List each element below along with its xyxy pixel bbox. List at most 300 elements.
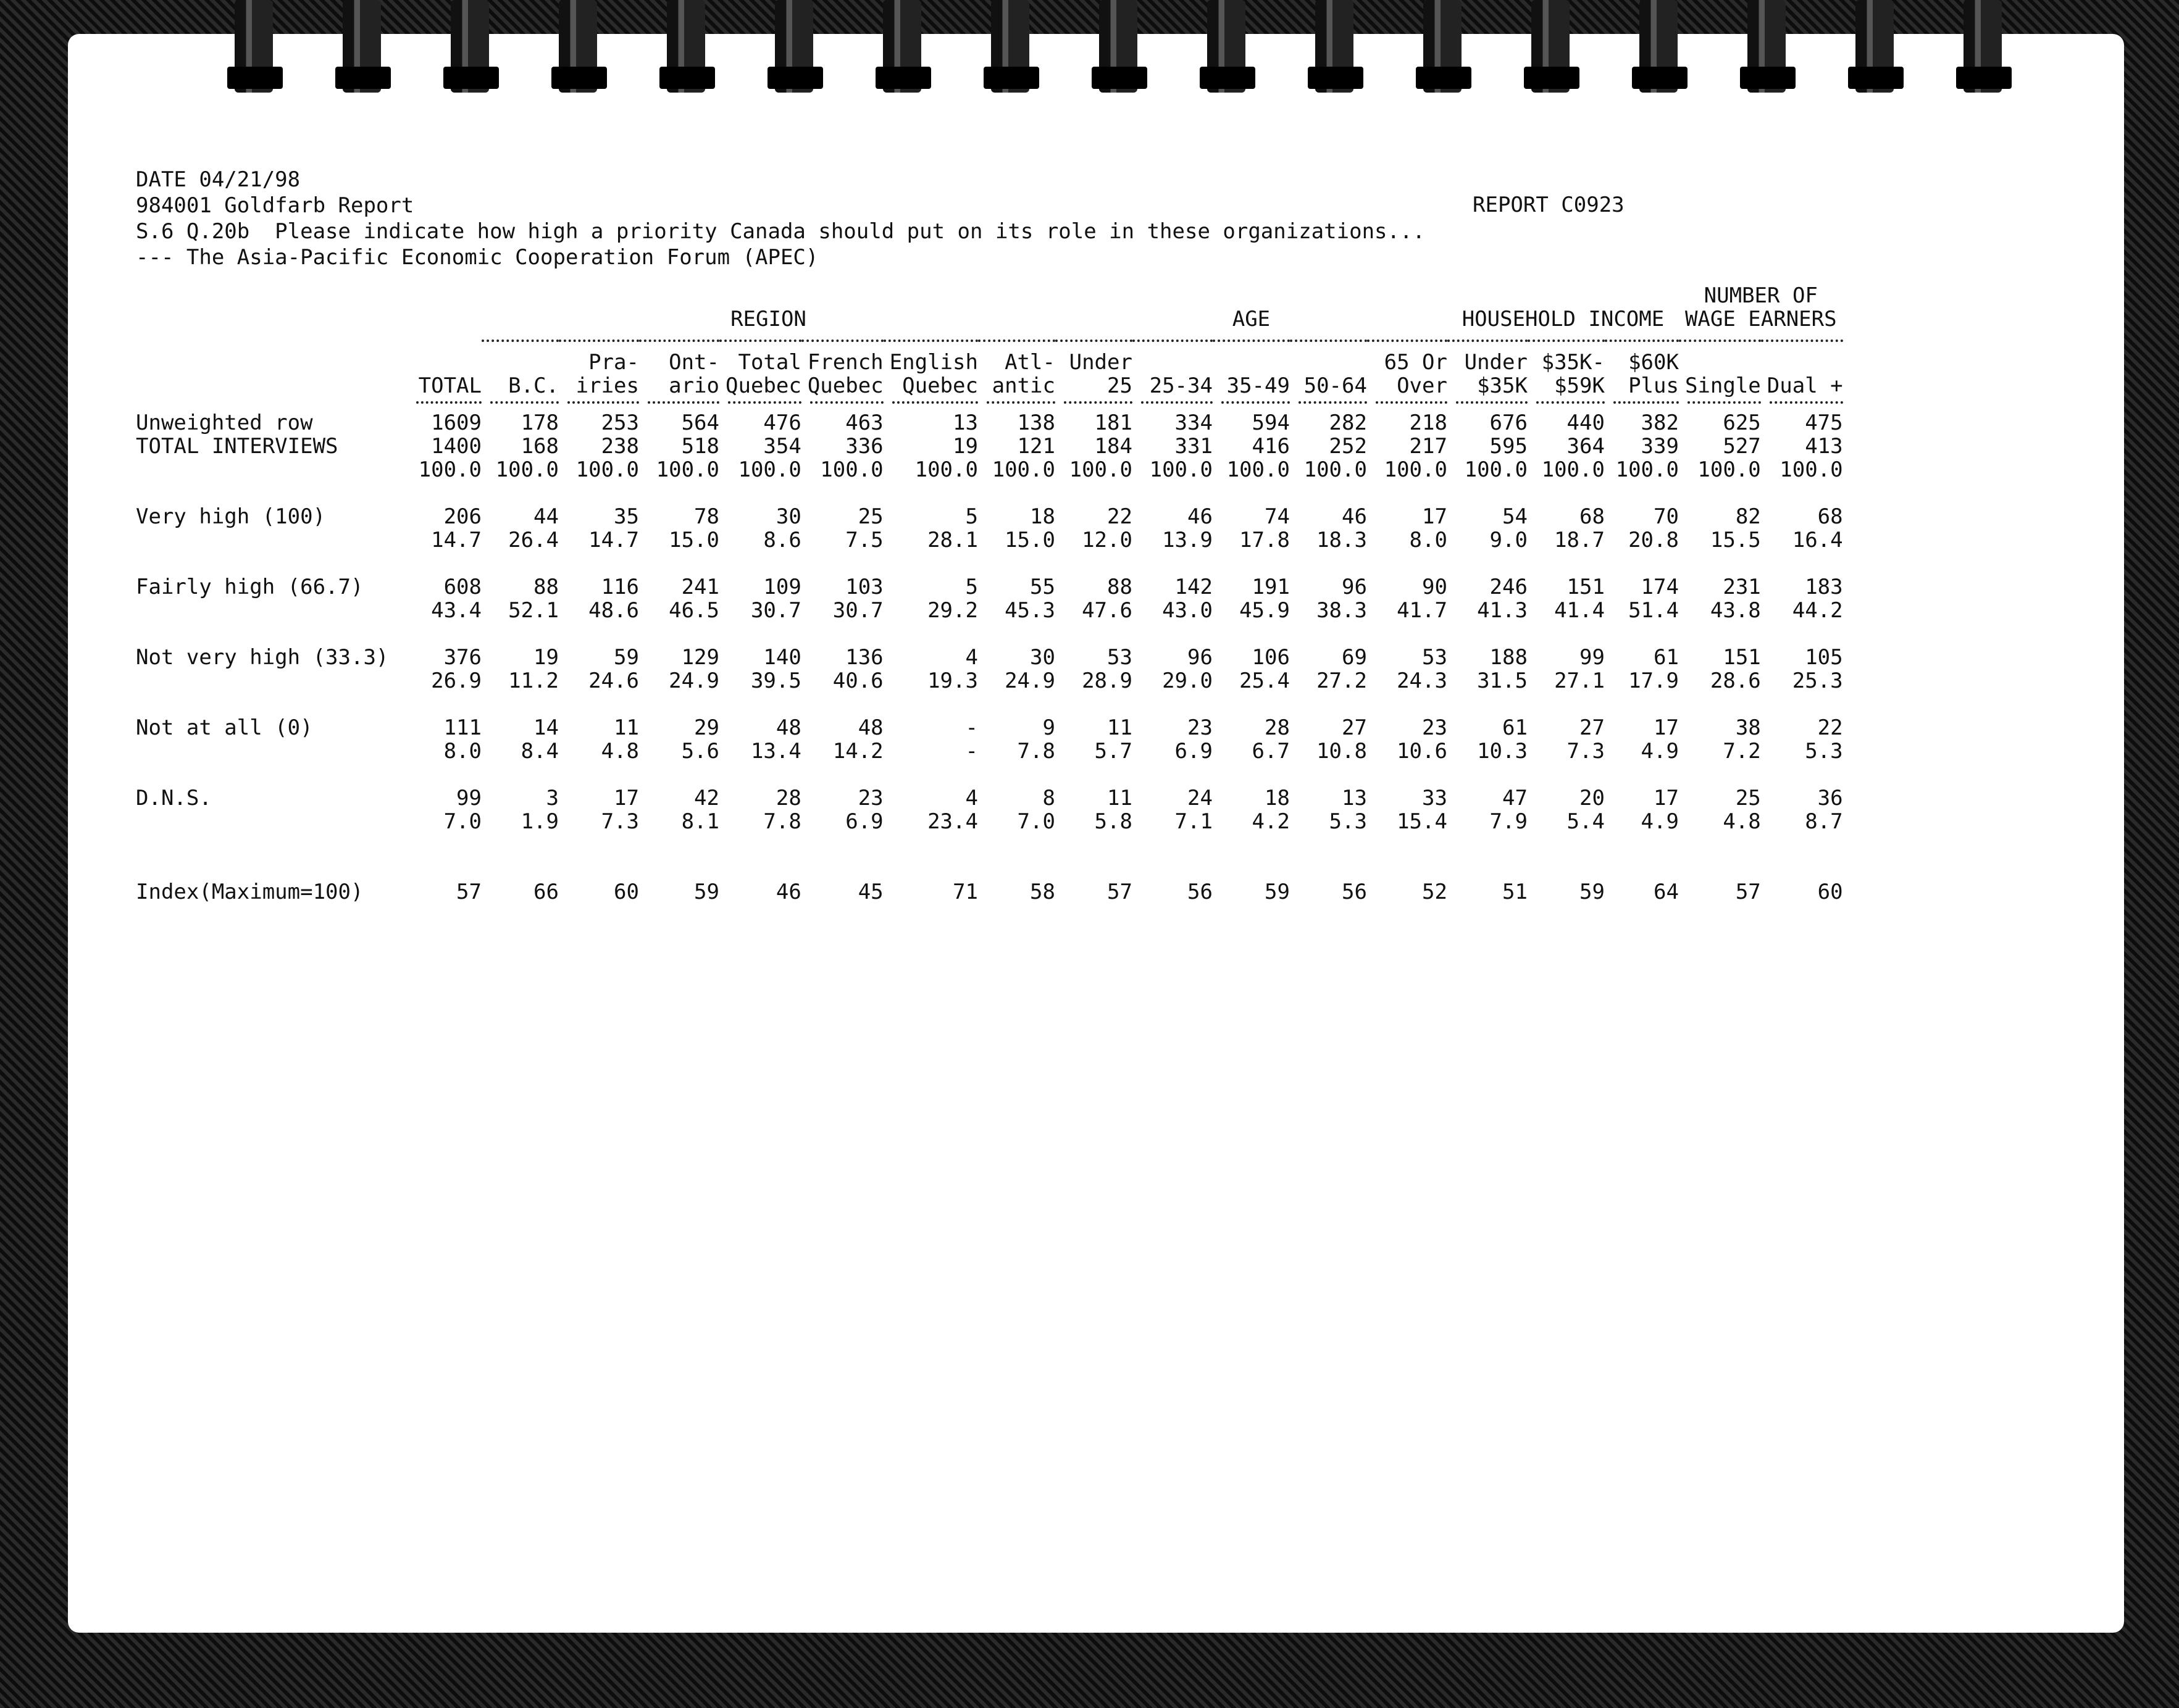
table-cell xyxy=(1605,693,1679,716)
group-wage-earners-line1: NUMBER OF xyxy=(1704,283,1818,308)
row-label xyxy=(136,693,408,716)
table-cell: 174 xyxy=(1641,575,1679,599)
column-header: Ont- xyxy=(669,350,719,375)
table-cell: 354 xyxy=(763,434,801,459)
table-cell: 58 xyxy=(1030,880,1055,904)
column-header: 35-49 xyxy=(1226,373,1290,398)
table-cell xyxy=(408,552,482,575)
table-cell: 45.9 xyxy=(1239,598,1290,623)
table-row xyxy=(136,786,1843,810)
table-cell: 43.4 xyxy=(431,598,482,623)
table-cell: 14.7 xyxy=(588,528,639,552)
table-cell: 36 xyxy=(1817,786,1843,810)
binder-hole xyxy=(227,67,283,89)
table-cell xyxy=(559,693,639,716)
table-cell: 61 xyxy=(1654,645,1679,670)
table-cell xyxy=(1761,833,1843,857)
group-age xyxy=(1055,284,1447,341)
table-cell xyxy=(1447,622,1528,646)
table-cell: 71 xyxy=(953,880,978,904)
table-cell: 15.5 xyxy=(1710,528,1761,552)
row-label: Very high (100) xyxy=(136,504,326,529)
table-cell: 59 xyxy=(1579,880,1605,904)
table-cell: 23 xyxy=(1187,715,1213,740)
table-cell: 14.2 xyxy=(832,739,884,764)
table-cell xyxy=(482,481,559,505)
table-cell: 9.0 xyxy=(1489,528,1528,552)
table-cell: 74 xyxy=(1265,504,1290,529)
column-header xyxy=(1679,351,1761,374)
table-cell: 217 xyxy=(1409,434,1447,459)
table-cell: 40.6 xyxy=(832,669,884,693)
table-cell xyxy=(1055,857,1132,880)
table-cell: 206 xyxy=(443,504,482,529)
table-cell: 41.4 xyxy=(1554,598,1605,623)
table-cell: 82 xyxy=(1735,504,1761,529)
table-cell: 5 xyxy=(965,504,978,529)
group-wage-earners-line2: WAGE EARNERS xyxy=(1684,307,1837,331)
table-cell: 56 xyxy=(1342,880,1367,904)
table-cell: 7.0 xyxy=(443,809,482,834)
table-cell xyxy=(801,833,884,857)
table-cell: 100.0 xyxy=(495,457,559,482)
table-cell xyxy=(408,857,482,880)
column-underline xyxy=(1132,398,1213,411)
table-cell xyxy=(1290,552,1367,575)
header-spacer xyxy=(136,341,1843,351)
table-cell: 57 xyxy=(1107,880,1132,904)
table-cell xyxy=(1605,481,1679,505)
table-cell: 25.4 xyxy=(1239,669,1290,693)
column-header: 25-34 xyxy=(1149,373,1213,398)
table-cell: 46 xyxy=(1187,504,1213,529)
table-cell: 47.6 xyxy=(1082,598,1132,623)
table-cell: 1609 xyxy=(431,410,482,435)
table-cell: 44 xyxy=(533,504,559,529)
column-underline xyxy=(639,398,719,411)
dotted-rule xyxy=(987,401,1055,411)
table-cell: 17.9 xyxy=(1628,669,1679,693)
table-cell: 31.5 xyxy=(1477,669,1528,693)
column-underline xyxy=(1447,398,1528,411)
table-cell: 168 xyxy=(521,434,559,459)
table-cell: 60 xyxy=(614,880,639,904)
table-row xyxy=(136,739,1843,763)
table-cell: 56 xyxy=(1187,880,1213,904)
table-cell: 20 xyxy=(1579,786,1605,810)
table-cell: 151 xyxy=(1723,645,1761,670)
table-cell: 100.0 xyxy=(1615,457,1679,482)
column-underline xyxy=(1367,398,1447,411)
row-label xyxy=(136,458,408,481)
table-cell: 140 xyxy=(763,645,801,670)
table-cell: 7.3 xyxy=(601,809,639,834)
table-cell: 26.9 xyxy=(431,669,482,693)
table-cell: 9 xyxy=(1042,715,1055,740)
table-cell: 7.3 xyxy=(1566,739,1605,764)
binder-hole xyxy=(1524,67,1579,89)
table-cell: 23 xyxy=(1422,715,1447,740)
table-cell xyxy=(884,857,978,880)
table-cell: 4.2 xyxy=(1252,809,1290,834)
table-cell: 33 xyxy=(1422,786,1447,810)
row-label xyxy=(136,739,408,763)
table-cell: 7.8 xyxy=(763,809,801,834)
table-cell: 100.0 xyxy=(1069,457,1132,482)
table-cell xyxy=(1055,481,1132,505)
table-cell: 3 xyxy=(546,786,559,810)
table-cell: 99 xyxy=(456,786,482,810)
table-cell: 54 xyxy=(1502,504,1528,529)
dotted-rule xyxy=(490,401,559,411)
table-cell xyxy=(1055,833,1132,857)
table-cell xyxy=(884,622,978,646)
table-cell: 25 xyxy=(858,504,884,529)
table-cell: 24.9 xyxy=(669,669,719,693)
table-cell: 96 xyxy=(1342,575,1367,599)
column-header: Quebec xyxy=(726,373,801,398)
table-cell: 100.0 xyxy=(1697,457,1761,482)
table-cell xyxy=(884,763,978,786)
table-cell: 11 xyxy=(614,715,639,740)
table-cell: 17 xyxy=(1654,715,1679,740)
table-cell: 14.7 xyxy=(431,528,482,552)
table-cell xyxy=(719,833,801,857)
table-cell: 5.8 xyxy=(1094,809,1132,834)
table-cell: 676 xyxy=(1489,410,1528,435)
table-cell: 14 xyxy=(533,715,559,740)
table-cell: 44.2 xyxy=(1792,598,1843,623)
table-cell xyxy=(1679,481,1761,505)
table-cell: 88 xyxy=(533,575,559,599)
spacer-row xyxy=(136,481,1843,505)
table-cell: 111 xyxy=(443,715,482,740)
table-cell: 99 xyxy=(1579,645,1605,670)
table-cell xyxy=(801,552,884,575)
table-cell: 100.0 xyxy=(820,457,884,482)
table-cell xyxy=(1290,833,1367,857)
table-cell: 26.4 xyxy=(508,528,559,552)
table-cell: 24.3 xyxy=(1397,669,1447,693)
dotted-rule xyxy=(416,401,482,411)
table-cell xyxy=(719,481,801,505)
table-cell xyxy=(1447,481,1528,505)
table-cell xyxy=(1055,622,1132,646)
table-cell xyxy=(1447,857,1528,880)
table-cell: 1.9 xyxy=(521,809,559,834)
table-cell: 106 xyxy=(1252,645,1290,670)
table-cell xyxy=(978,693,1055,716)
spiral-binding xyxy=(123,0,2099,99)
table-cell: 5.3 xyxy=(1329,809,1367,834)
table-cell xyxy=(1132,481,1213,505)
dotted-rule xyxy=(1613,401,1679,411)
table-cell xyxy=(1447,763,1528,786)
table-cell xyxy=(1679,693,1761,716)
table-cell xyxy=(1132,552,1213,575)
table-cell xyxy=(884,833,978,857)
column-header: Over xyxy=(1397,373,1447,398)
dotted-rule xyxy=(1770,401,1843,411)
table-cell: 22 xyxy=(1107,504,1132,529)
table-cell: 151 xyxy=(1566,575,1605,599)
table-cell xyxy=(884,693,978,716)
group-wage-earners xyxy=(1679,284,1843,341)
table-cell: 475 xyxy=(1805,410,1843,435)
table-cell: 105 xyxy=(1805,645,1843,670)
table-cell: 47 xyxy=(1502,786,1528,810)
table-cell: 5 xyxy=(965,575,978,599)
row-label xyxy=(136,552,408,575)
table-row xyxy=(136,716,1843,739)
column-header: Quebec xyxy=(807,373,884,398)
table-row xyxy=(136,575,1843,599)
table-cell: 61 xyxy=(1502,715,1528,740)
table-cell xyxy=(1679,833,1761,857)
table-cell: 5.7 xyxy=(1094,739,1132,764)
spacer-row xyxy=(136,857,1843,880)
table-cell: 13 xyxy=(953,410,978,435)
subquestion-text: --- The Asia-Pacific Economic Cooperation Forum (APEC) xyxy=(136,245,819,270)
table-cell xyxy=(1290,857,1367,880)
table-cell xyxy=(639,833,719,857)
table-cell: 30 xyxy=(776,504,801,529)
table-cell: 100.0 xyxy=(1149,457,1213,482)
table-cell: 100.0 xyxy=(992,457,1055,482)
row-label xyxy=(136,669,408,693)
table-cell: 5.3 xyxy=(1805,739,1843,764)
column-header xyxy=(408,351,482,374)
table-cell: 52.1 xyxy=(508,598,559,623)
table-cell xyxy=(1447,552,1528,575)
table-cell xyxy=(639,693,719,716)
table-cell: 38.3 xyxy=(1316,598,1367,623)
column-header xyxy=(1132,351,1213,374)
table-cell xyxy=(884,481,978,505)
dotted-rule xyxy=(810,401,884,411)
table-cell: 60 xyxy=(1817,880,1843,904)
dotted-rule xyxy=(728,401,801,411)
column-underline xyxy=(1213,398,1290,411)
binder-hole xyxy=(1092,67,1147,89)
table-row xyxy=(136,880,1843,904)
table-cell xyxy=(1447,693,1528,716)
column-underline xyxy=(482,398,559,411)
table-cell: 7.8 xyxy=(1017,739,1055,764)
column-header: antic xyxy=(992,373,1055,398)
group-income xyxy=(1447,284,1679,341)
column-header-row xyxy=(136,374,1843,398)
table-row xyxy=(136,599,1843,622)
table-cell: 138 xyxy=(1017,410,1055,435)
table-cell: 8.6 xyxy=(763,528,801,552)
table-cell: 46 xyxy=(776,880,801,904)
column-underline xyxy=(408,398,482,411)
table-cell xyxy=(482,857,559,880)
table-cell xyxy=(639,857,719,880)
table-cell: 29 xyxy=(694,715,719,740)
table-cell: 231 xyxy=(1723,575,1761,599)
table-cell: 46.5 xyxy=(669,598,719,623)
table-cell xyxy=(482,552,559,575)
table-cell: 52 xyxy=(1422,880,1447,904)
table-row xyxy=(136,505,1843,528)
table-cell: 28 xyxy=(1265,715,1290,740)
table-cell xyxy=(719,622,801,646)
table-cell: 440 xyxy=(1566,410,1605,435)
binder-hole xyxy=(1632,67,1688,89)
column-header xyxy=(1290,351,1367,374)
table-cell xyxy=(978,622,1055,646)
table-cell xyxy=(559,481,639,505)
column-underline xyxy=(801,398,884,411)
table-cell: 11 xyxy=(1107,786,1132,810)
group-header-row xyxy=(136,284,1843,341)
row-label xyxy=(136,833,408,857)
table-cell xyxy=(801,481,884,505)
table-cell xyxy=(1679,552,1761,575)
table-cell xyxy=(408,481,482,505)
table-cell: 7.1 xyxy=(1174,809,1213,834)
table-cell xyxy=(1605,833,1679,857)
table-cell xyxy=(978,481,1055,505)
table-cell: 100.0 xyxy=(656,457,719,482)
table-cell xyxy=(1605,622,1679,646)
column-underline xyxy=(1605,398,1679,411)
table-cell xyxy=(482,833,559,857)
row-label xyxy=(136,528,408,552)
row-label: Not at all (0) xyxy=(136,715,313,740)
table-cell: 70 xyxy=(1654,504,1679,529)
table-cell xyxy=(1132,857,1213,880)
table-cell: 476 xyxy=(763,410,801,435)
table-cell: 116 xyxy=(601,575,639,599)
column-header: Total xyxy=(738,350,801,375)
binder-hole xyxy=(876,67,931,89)
table-cell xyxy=(1761,693,1843,716)
table-cell: 12.0 xyxy=(1082,528,1132,552)
table-cell: 100.0 xyxy=(418,457,482,482)
table-cell: 336 xyxy=(845,434,884,459)
column-header: iries xyxy=(575,373,639,398)
spacer-row xyxy=(136,763,1843,786)
binder-hole xyxy=(767,67,823,89)
table-cell: 48.6 xyxy=(588,598,639,623)
table-cell: 59 xyxy=(1265,880,1290,904)
table-cell: 241 xyxy=(681,575,719,599)
group-income-label: HOUSEHOLD INCOME xyxy=(1462,307,1665,331)
table-cell: 53 xyxy=(1107,645,1132,670)
table-cell: 19.3 xyxy=(927,669,978,693)
table-cell xyxy=(408,622,482,646)
table-cell: 463 xyxy=(845,410,884,435)
table-cell: 136 xyxy=(845,645,884,670)
table-cell: 28 xyxy=(776,786,801,810)
table-cell xyxy=(482,622,559,646)
table-cell xyxy=(1213,833,1290,857)
table-cell: 109 xyxy=(763,575,801,599)
table-cell: 19 xyxy=(533,645,559,670)
column-header: TOTAL xyxy=(418,373,482,398)
table-cell xyxy=(1290,481,1367,505)
table-cell xyxy=(1679,763,1761,786)
column-underline-row xyxy=(136,398,1843,411)
row-label xyxy=(136,481,408,505)
table-cell: 30 xyxy=(1030,645,1055,670)
table-cell: 594 xyxy=(1252,410,1290,435)
dotted-rule xyxy=(1221,401,1290,411)
table-cell: 564 xyxy=(681,410,719,435)
table-cell: 100.0 xyxy=(914,457,978,482)
table-row xyxy=(136,669,1843,693)
table-cell: 96 xyxy=(1187,645,1213,670)
table-cell: 178 xyxy=(521,410,559,435)
table-cell: 4.9 xyxy=(1641,739,1679,764)
table-cell: 30.7 xyxy=(750,598,801,623)
table-cell: 416 xyxy=(1252,434,1290,459)
row-label xyxy=(136,599,408,622)
group-region xyxy=(482,284,1055,341)
table-cell: 68 xyxy=(1579,504,1605,529)
spacer-cell xyxy=(136,341,1843,351)
table-cell xyxy=(801,622,884,646)
table-cell: 100.0 xyxy=(575,457,639,482)
table-cell: 253 xyxy=(601,410,639,435)
question-text: S.6 Q.20b Please indicate how high a priority Canada should put on its role in these organizations... xyxy=(136,219,1425,244)
binder-hole xyxy=(1848,67,1904,89)
table-cell: 66 xyxy=(533,880,559,904)
spacer-row xyxy=(136,693,1843,716)
table-cell xyxy=(559,833,639,857)
binder-hole xyxy=(1740,67,1796,89)
table-cell xyxy=(1367,693,1447,716)
table-cell: 25 xyxy=(1735,786,1761,810)
table-cell: 23 xyxy=(858,786,884,810)
binder-hole xyxy=(1416,67,1471,89)
table-row xyxy=(136,810,1843,833)
table-cell: 252 xyxy=(1329,434,1367,459)
table-cell xyxy=(1290,763,1367,786)
table-cell: 413 xyxy=(1805,434,1843,459)
row-label xyxy=(136,763,408,786)
table-cell: 69 xyxy=(1342,645,1367,670)
table-cell: 68 xyxy=(1817,504,1843,529)
table-cell: 19 xyxy=(953,434,978,459)
table-cell: 24 xyxy=(1187,786,1213,810)
table-cell: 8.0 xyxy=(1409,528,1447,552)
column-underline xyxy=(559,398,639,411)
report-id: REPORT C0923 xyxy=(1473,193,1625,217)
table-cell: 27 xyxy=(1579,715,1605,740)
table-cell: 53 xyxy=(1422,645,1447,670)
table-cell xyxy=(1761,481,1843,505)
table-cell: 18.7 xyxy=(1554,528,1605,552)
table-cell xyxy=(639,552,719,575)
table-cell xyxy=(1367,833,1447,857)
table-cell: 142 xyxy=(1174,575,1213,599)
table-cell: 17.8 xyxy=(1239,528,1290,552)
table-cell: 188 xyxy=(1489,645,1528,670)
column-underline xyxy=(1679,398,1761,411)
column-header: $60K xyxy=(1628,350,1679,375)
table-cell xyxy=(1290,622,1367,646)
table-cell xyxy=(1761,552,1843,575)
group-age-label: AGE xyxy=(1232,307,1271,331)
table-cell: 18 xyxy=(1265,786,1290,810)
table-cell xyxy=(1055,693,1132,716)
table-cell xyxy=(719,552,801,575)
row-label: Unweighted row xyxy=(136,410,313,435)
